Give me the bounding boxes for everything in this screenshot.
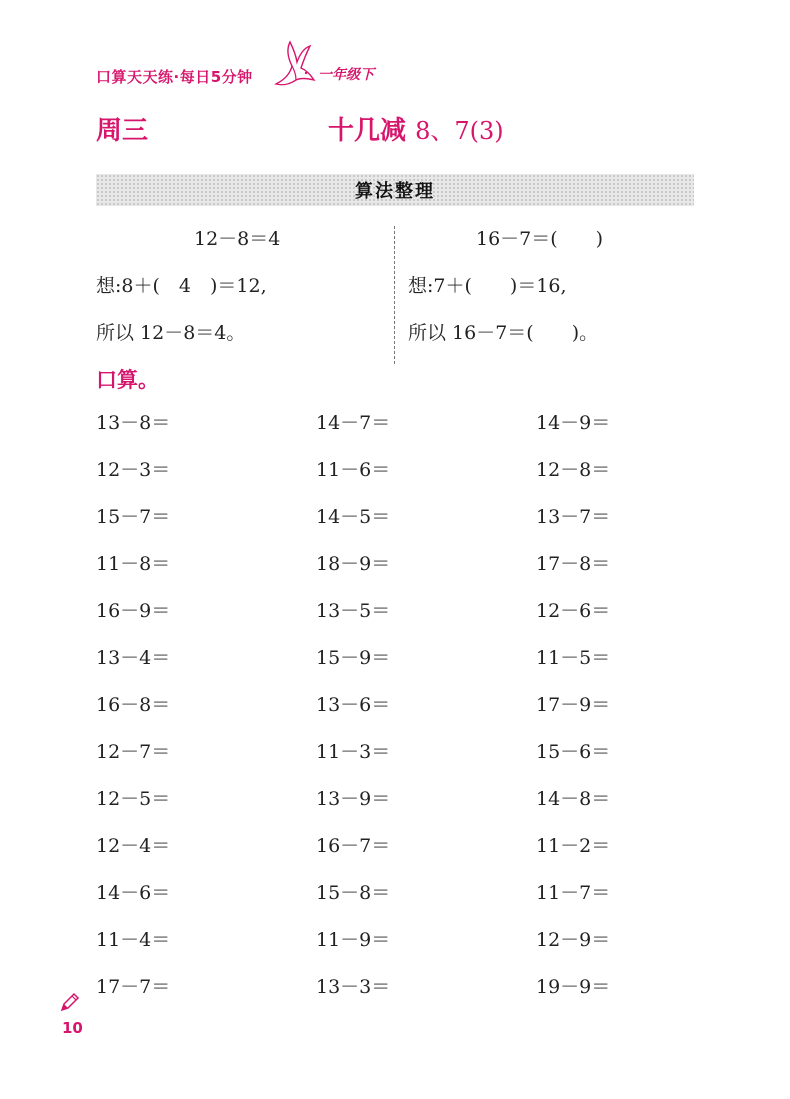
problem-item: 15－7＝ — [96, 506, 171, 528]
problem-item: 12－8＝ — [536, 459, 611, 481]
problem-item: 19－9＝ — [536, 976, 611, 998]
problem-item: 17－8＝ — [536, 553, 611, 575]
problem-grid — [96, 408, 696, 1019]
lesson-title-numbers: 8、7(3) — [415, 117, 504, 145]
problem-item: 16－9＝ — [96, 600, 171, 622]
problem-item: 13－4＝ — [96, 647, 171, 669]
problem-item: 11－6＝ — [316, 459, 391, 481]
problem-item: 13－6＝ — [316, 694, 391, 716]
problem-item: 11－3＝ — [316, 741, 391, 763]
problem-item: 14－8＝ — [536, 788, 611, 810]
right-equation: 16－7＝( ) — [476, 228, 604, 250]
right-think: 想:7＋( )＝16, — [408, 275, 567, 297]
problem-item: 13－8＝ — [96, 412, 171, 434]
page-number: 10 — [62, 1019, 83, 1037]
problem-item: 13－7＝ — [536, 506, 611, 528]
oral-section-title: 口算。 — [96, 368, 159, 392]
problem-item: 13－9＝ — [316, 788, 391, 810]
lesson-title — [328, 110, 504, 147]
series-title: 口算天天练·每日5分钟 — [96, 67, 253, 86]
problem-item: 11－8＝ — [96, 553, 171, 575]
problem-item: 12－5＝ — [96, 788, 171, 810]
problem-item: 15－8＝ — [316, 882, 391, 904]
right-conclusion: 所以 16－7＝( )。 — [408, 322, 599, 344]
column-divider — [394, 226, 395, 364]
left-think: 想:8＋( 4 )＝12, — [96, 275, 267, 297]
problem-item: 16－7＝ — [316, 835, 391, 857]
problem-item: 12－3＝ — [96, 459, 171, 481]
problem-item: 11－2＝ — [536, 835, 611, 857]
problem-item: 16－8＝ — [96, 694, 171, 716]
dove-icon — [270, 40, 316, 92]
grade-label: 一年级下 — [318, 67, 374, 83]
problem-item: 14－5＝ — [316, 506, 391, 528]
problem-item: 11－9＝ — [316, 929, 391, 951]
left-conclusion: 所以 12－8＝4。 — [96, 322, 246, 344]
problem-item: 15－6＝ — [536, 741, 611, 763]
problem-item: 11－4＝ — [96, 929, 171, 951]
problem-item: 18－9＝ — [316, 553, 391, 575]
lesson-title-text: 十几减 — [328, 116, 407, 146]
problem-item: 11－7＝ — [536, 882, 611, 904]
day-label: 周三 — [96, 116, 149, 146]
problem-item: 13－3＝ — [316, 976, 391, 998]
problem-item: 12－6＝ — [536, 600, 611, 622]
problem-item: 15－9＝ — [316, 647, 391, 669]
problem-item: 17－9＝ — [536, 694, 611, 716]
problem-item: 12－7＝ — [96, 741, 171, 763]
problem-item: 14－7＝ — [316, 412, 391, 434]
pencil-icon — [58, 990, 82, 1014]
problem-item: 13－5＝ — [316, 600, 391, 622]
problem-item: 14－9＝ — [536, 412, 611, 434]
problem-item: 12－4＝ — [96, 835, 171, 857]
problem-item: 14－6＝ — [96, 882, 171, 904]
problem-item: 11－5＝ — [536, 647, 611, 669]
problem-item: 12－9＝ — [536, 929, 611, 951]
algorithm-banner: 算法整理 — [96, 174, 694, 206]
left-equation: 12－8＝4 — [194, 228, 281, 250]
problem-item: 17－7＝ — [96, 976, 171, 998]
